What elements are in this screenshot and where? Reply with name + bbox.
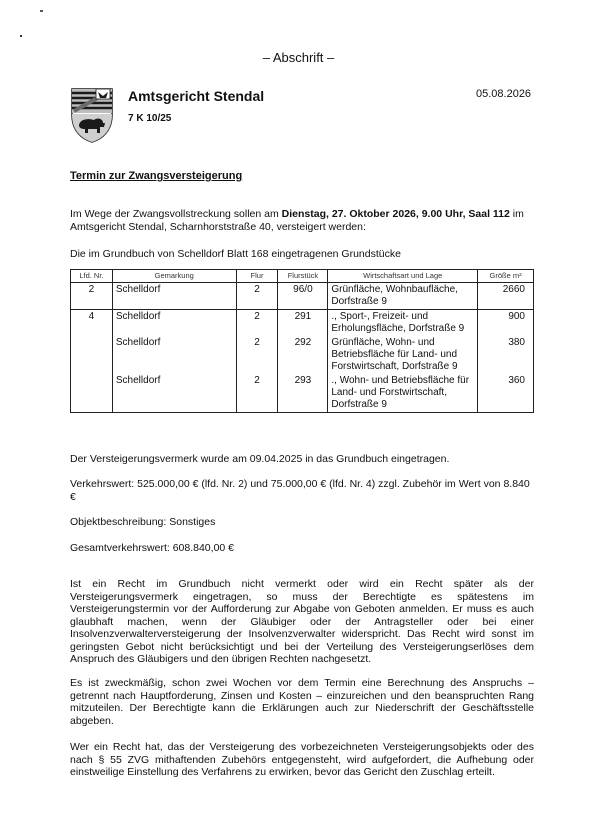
cell-lfd: 4 [71,310,113,337]
cell-lfd [71,374,113,413]
column-header: Flurstück [278,270,328,283]
einstellung-paragraph: Wer ein Recht hat, das der Versteigerung des vorbezeichneten Versteigerungsobjekts oder des nach § 55 ZVG mithaftenden Zubehörs entgegensteht, wird aufgefordert, die Aufhebung oder einstweilige Einstellung des Verfahrens zu erwirken, bevor das Gericht den Zuschlag erteilt. [70,741,534,778]
auction-date-time: Dienstag, 27. Oktober 2026, 9.00 Uhr, Saal 112 [281,208,510,220]
cell-gemarkung: Schelldorf [112,336,236,374]
intro-text: Im Wege der Zwangsvollstreckung sollen am [70,208,282,220]
coat-of-arms-icon [70,87,114,143]
cell-lage: Grünfläche, Wohn- und Betriebsfläche für Land- und Forstwirtschaft, Dorfstraße 9 [328,336,478,374]
column-header: Wirtschaftsart und Lage [328,270,478,283]
cell-flur: 2 [236,374,278,413]
cell-gemarkung: Schelldorf [112,283,236,310]
court-name: Amtsgericht Stendal [128,88,265,104]
vermerk-line: Der Versteigerungsvermerk wurde am 09.04.2025 in das Grundbuch eingetragen. [70,453,450,465]
case-number: 7 K 10/25 [128,113,172,124]
document-date: 05.08.2026 [476,88,532,100]
cell-flurstueck: 293 [278,374,328,413]
cell-groesse: 380 [478,336,534,374]
table-row [71,374,534,413]
abschrift-label: – Abschrift – [262,50,335,65]
property-table [70,269,534,413]
cell-groesse: 2660 [478,283,534,310]
table-header-row [71,270,534,283]
verkehrswert-line: Verkehrswert: 525.000,00 € (lfd. Nr. 2) und 75.000,00 € (lfd. Nr. 4) zzgl. Zubehör im Wert von 8.840 € [70,478,530,503]
cell-lage: Grünfläche, Wohnbaufläche, Dorfstraße 9 [328,283,478,310]
cell-groesse: 900 [478,310,534,337]
column-header: Lfd. Nr. [71,270,113,283]
table-row [71,336,534,374]
berechnung-paragraph: Es ist zweckmäßig, schon zwei Wochen vor dem Termin eine Berechnung des Anspruchs – getrennt nach Hauptforderung, Zinsen und Kosten – einzureichen und den beanspruchten Rang mitzuteilen. Der Berechtigte kann die Erklärungen auch zur Niederschrift der Geschäftsstelle abgeben. [70,677,534,727]
table-row [71,283,534,310]
cell-flur: 2 [236,310,278,337]
cell-lfd [71,336,113,374]
gesamtverkehrswert-line: Gesamtverkehrswert: 608.840,00 € [70,542,235,554]
grundbuch-line: Die im Grundbuch von Schelldorf Blatt 168 eingetragenen Grundstücke [70,248,401,260]
column-header: Größe m² [478,270,534,283]
cell-gemarkung: Schelldorf [112,374,236,413]
intro-paragraph [70,208,534,233]
column-header: Gemarkung [112,270,236,283]
cell-flurstueck: 292 [278,336,328,374]
scan-speck [20,35,22,37]
scan-speck [40,10,43,12]
cell-flur: 2 [236,283,278,310]
table-row [71,310,534,337]
notice-title: Termin zur Zwangsversteigerung [70,170,243,182]
cell-lage: ., Wohn- und Betriebsfläche für Land- und Forstwirtschaft, Dorfstraße 9 [328,374,478,413]
column-header: Flur [236,270,278,283]
cell-lfd: 2 [71,283,113,310]
cell-groesse: 360 [478,374,534,413]
cell-flurstueck: 291 [278,310,328,337]
intro-location: im Amtsgericht Stendal, Scharnhorststraße 40, versteigert werden: [70,208,524,233]
objekt-line: Objektbeschreibung: Sonstiges [70,516,216,528]
cell-flurstueck: 96/0 [278,283,328,310]
cell-flur: 2 [236,336,278,374]
cell-gemarkung: Schelldorf [112,310,236,337]
cell-lage: ., Sport-, Freizeit- und Erholungsfläche, Dorfstraße 9 [328,310,478,337]
anmeldung-paragraph: Ist ein Recht im Grundbuch nicht vermerkt oder wird ein Recht später als der Versteigerungsvermerk eingetragen, so muss der Berechtigte es spätestens im Versteigerungstermin vor der Aufforderung zur Abgabe von Geboten anmelden. Er muss es auch glaubhaft machen, wenn der Gläubiger oder der Antragsteller oder bei einer Insolvenzverwalterversteigerung der Insolvenzverwalter widerspricht. Das Recht wird sonst im geringsten Gebot nicht berücksichtigt und bei der Verteilung des Versteigerungserlöses dem Anspruch des Gläubigers und den übrigen Rechten nachgesetzt. [70,578,534,665]
